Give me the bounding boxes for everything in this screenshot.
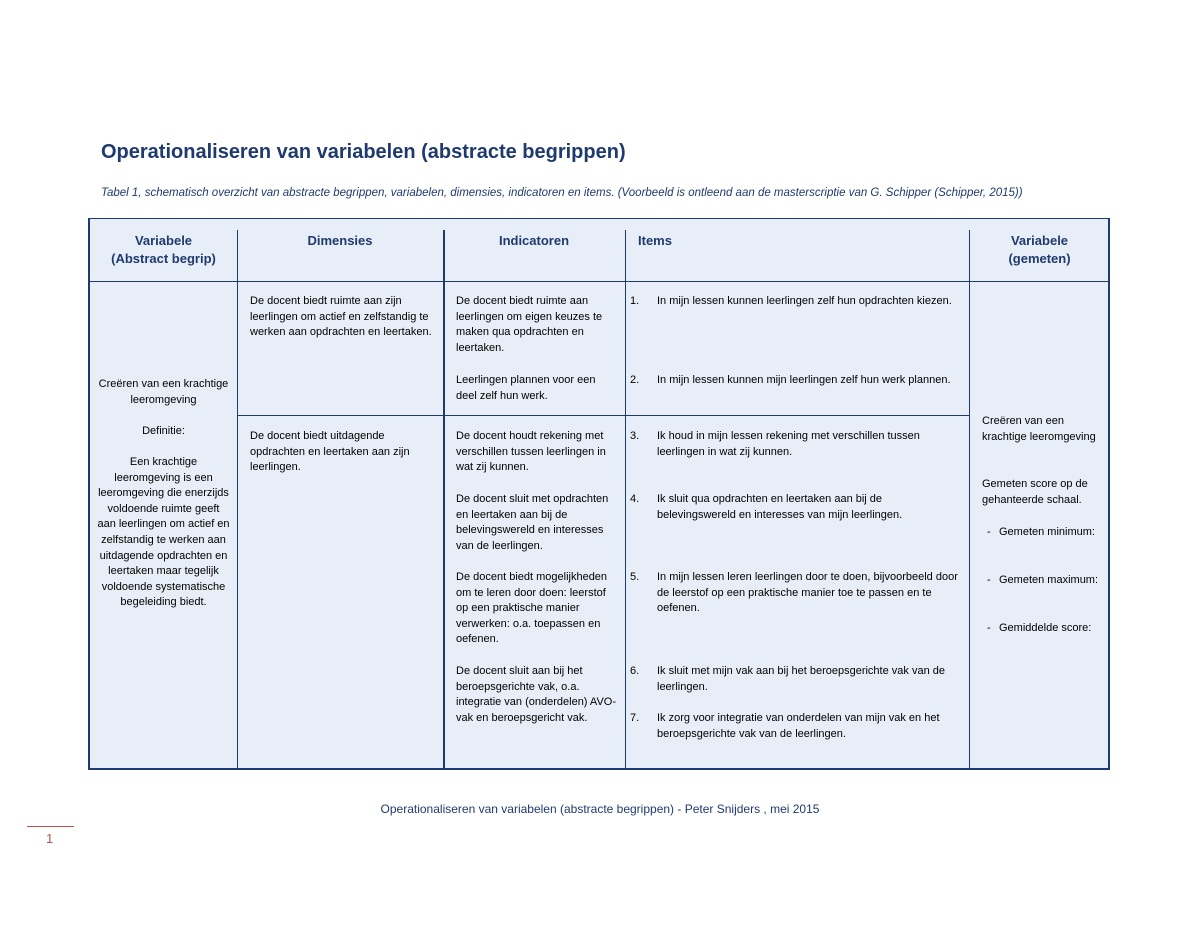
page-title: Operationaliseren van variabelen (abstracte begrippen) bbox=[101, 141, 626, 163]
item-3-number: 3. bbox=[630, 430, 640, 442]
table-caption: Tabel 1, schematisch overzicht van abstracte begrippen, variabelen, dimensies, indicatoren en items. (Voorbeeld is ontleend aan de masterscriptie van G. Schipper (Schipper, 2015)) bbox=[101, 187, 1023, 199]
header-variabele-abstract bbox=[90, 232, 237, 268]
gemeten-maximum: Gemeten maximum: bbox=[999, 574, 1099, 586]
gemeten-schaal: Gemeten score op de gehanteerde schaal. bbox=[982, 478, 1088, 506]
indicator-1: De docent biedt ruimte aan leerlingen om eigen keuzes te maken qua opdrachten en leertaken. bbox=[456, 295, 603, 354]
page-number: 1 bbox=[46, 831, 54, 846]
item-3-text: Ik houd in mijn lessen rekening met verschillen tussen leerlingen in wat zij kunnen. bbox=[657, 430, 920, 458]
item-4-number: 4. bbox=[630, 493, 640, 505]
header-variabele-gemeten bbox=[969, 232, 1110, 268]
item-1-text: In mijn lessen kunnen leerlingen zelf hun opdrachten kiezen. bbox=[657, 295, 952, 307]
item-4-text: Ik sluit qua opdrachten en leertaken aan bij de belevingswereld en interesses van mijn leerlingen. bbox=[657, 493, 903, 521]
bullet-dash: - bbox=[987, 526, 991, 538]
item-5-text: In mijn lessen leren leerlingen door te doen, bijvoorbeeld door de leerstof op een praktische manier toe te passen en te oefenen. bbox=[657, 571, 958, 615]
item-5-number: 5. bbox=[630, 571, 640, 583]
bullet-dash: - bbox=[987, 574, 991, 586]
item-2-number: 2. bbox=[630, 374, 640, 386]
col-divider-3 bbox=[625, 230, 626, 770]
indicator-6: De docent sluit aan bij het beroepsgerichte vak, o.a. integratie van (onderdelen) AVO-vak en beroepsgericht vak. bbox=[456, 665, 616, 724]
page-number-rule bbox=[27, 826, 74, 827]
header-dimensies: Dimensies bbox=[307, 233, 373, 248]
gemeten-minimum: Gemeten minimum: bbox=[999, 526, 1095, 538]
item-2-text: In mijn lessen kunnen mijn leerlingen zelf hun werk plannen. bbox=[657, 374, 951, 386]
col-divider-2 bbox=[443, 230, 445, 770]
col-divider-4 bbox=[969, 230, 970, 770]
col-divider-1 bbox=[237, 230, 238, 770]
item-1-number: 1. bbox=[630, 295, 640, 307]
indicator-3: De docent houdt rekening met verschillen tussen leerlingen in wat zij kunnen. bbox=[456, 430, 606, 474]
header-variabele-abstract-line2: (Abstract begrip) bbox=[111, 251, 216, 266]
gemeten-name: Creëren van een krachtige leeromgeving bbox=[982, 415, 1096, 443]
indicator-4: De docent sluit met opdrachten en leertaken aan bij de belevingswereld en interesses van de leerlingen. bbox=[456, 493, 609, 552]
definitie-label: Definitie: bbox=[142, 425, 185, 437]
indicator-5: De docent biedt mogelijkheden om te leren door doen: leerstof op een praktische manier verwerken: o.a. toepassen en oefenen. bbox=[456, 571, 608, 646]
indicator-2: Leerlingen plannen voor een deel zelf hun werk. bbox=[456, 374, 596, 402]
item-7-text: Ik zorg voor integratie van onderdelen van mijn vak en het beroepsgerichte vak van de leerlingen. bbox=[657, 712, 940, 740]
item-6-text: Ik sluit met mijn vak aan bij het beroepsgerichte vak van de leerlingen. bbox=[657, 665, 945, 693]
header-variabele-abstract-line1: Variabele bbox=[134, 233, 193, 248]
header-divider bbox=[88, 281, 1110, 282]
header-variabele-gemeten-line1: Variabele bbox=[1010, 233, 1069, 248]
bullet-dash: - bbox=[987, 622, 991, 634]
gemeten-gemiddelde: Gemiddelde score: bbox=[999, 622, 1092, 634]
dimensie-2: De docent biedt uitdagende opdrachten en leertaken aan zijn leerlingen. bbox=[250, 430, 410, 474]
row-divider bbox=[237, 415, 969, 416]
item-6-number: 6. bbox=[630, 665, 640, 677]
variabele-name: Creëren van een krachtige leeromgeving bbox=[98, 378, 229, 406]
header-variabele-gemeten-line2: (gemeten) bbox=[1008, 251, 1071, 266]
page-footer: Operationaliseren van variabelen (abstracte begrippen) - Peter Snijders , mei 2015 bbox=[380, 802, 820, 816]
header-items: Items bbox=[638, 233, 672, 248]
dimensie-1: De docent biedt ruimte aan zijn leerlingen om actief en zelfstandig te werken aan opdrachten en leertaken. bbox=[250, 295, 432, 339]
header-indicatoren: Indicatoren bbox=[498, 233, 570, 248]
definitie-text: Een krachtige leeromgeving is een leeromgeving die enerzijds voldoende ruimte geeft aan leerlingen om actief en zelfstandig te werken aan uitdagende opdrachten en leertaken maar tegelijk voldoende systematische begeleiding biedt. bbox=[97, 456, 230, 609]
item-7-number: 7. bbox=[630, 712, 640, 724]
